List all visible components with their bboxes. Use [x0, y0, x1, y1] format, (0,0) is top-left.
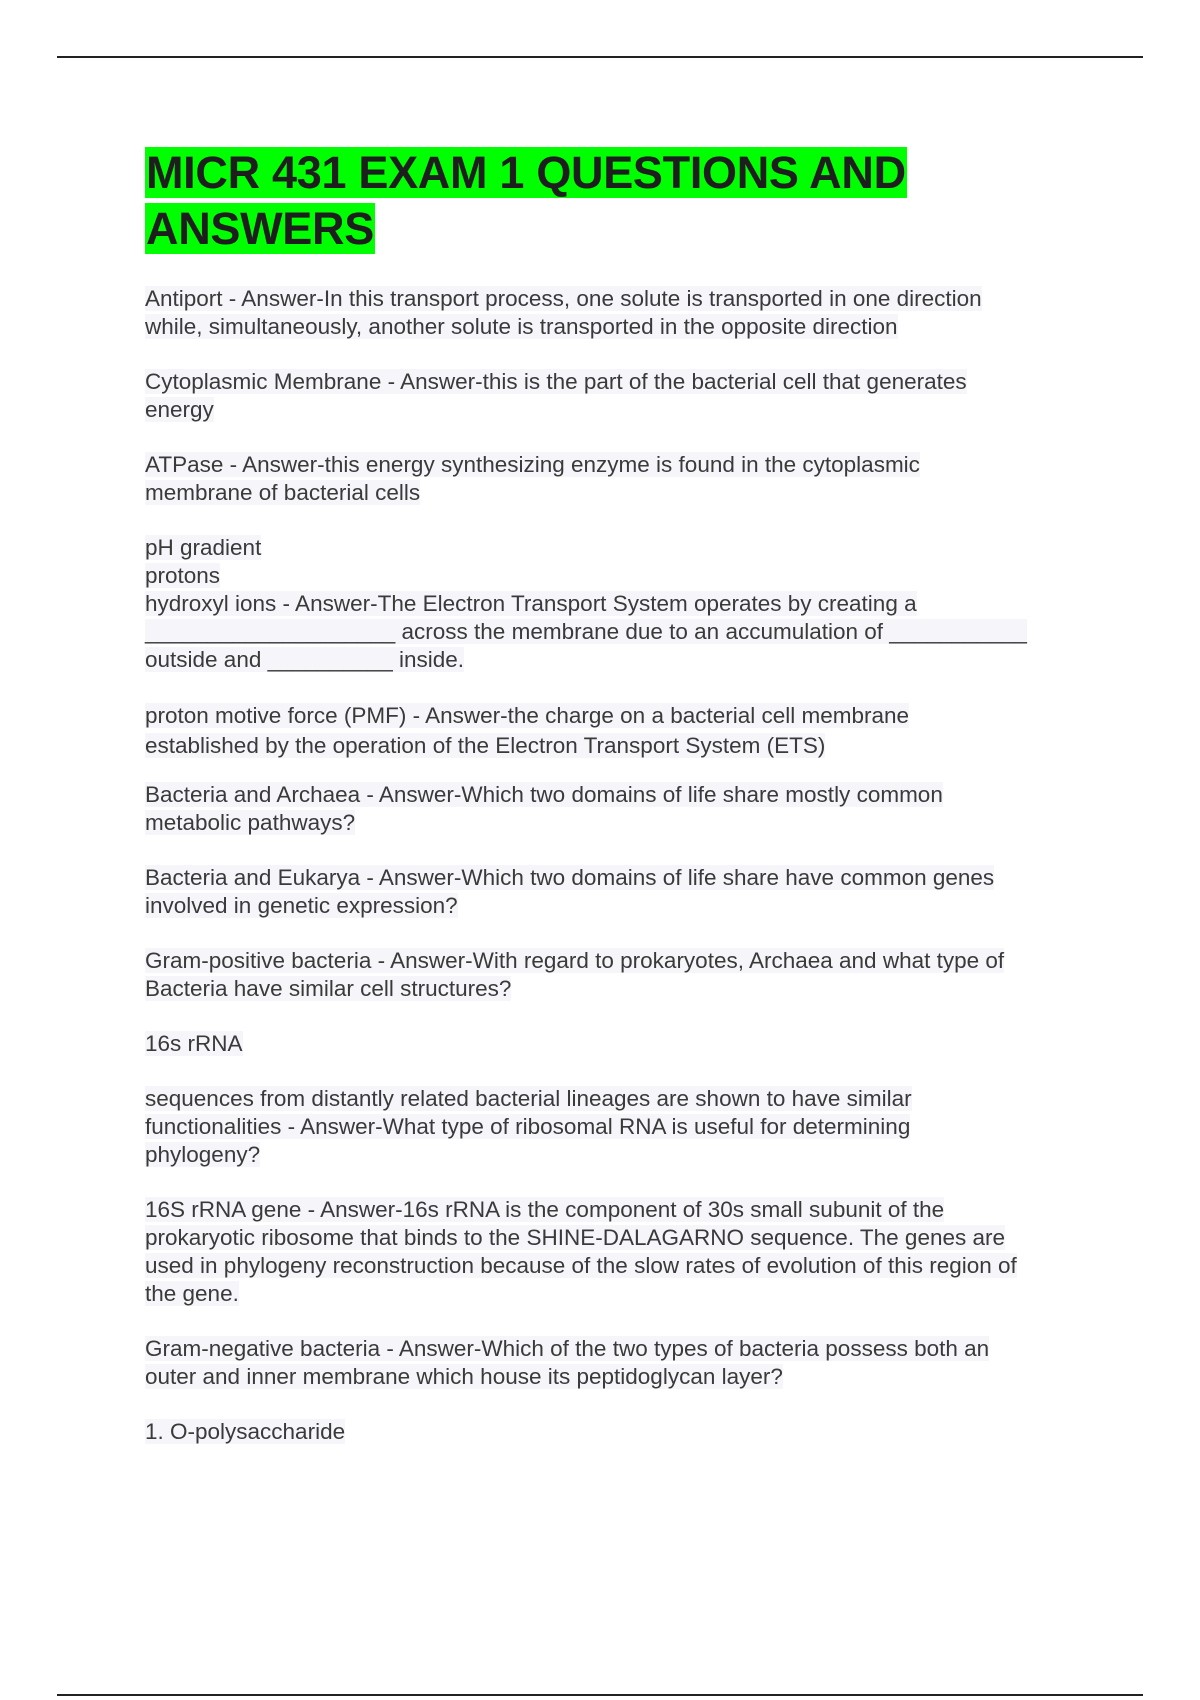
qa-entry-16s-rrna: 16s rRNA — [145, 1031, 243, 1056]
qa-entry-bacteria-archaea: Bacteria and Archaea - Answer-Which two domains of life share mostly common metabolic pathways? — [145, 782, 943, 835]
bottom-rule — [57, 1694, 1143, 1696]
qa-entry-antiport: Antiport - Answer-In this transport process, one solute is transported in one direction while, simultaneously, another solute is transported in the opposite direction — [145, 286, 982, 339]
qa-entry-atpase: ATPase - Answer-this energy synthesizing enzyme is found in the cytoplasmic membrane of bacterial cells — [145, 452, 920, 505]
qa-entry-gram-positive: Gram-positive bacteria - Answer-With regard to prokaryotes, Archaea and what type of Bacteria have similar cell structures? — [145, 948, 1005, 1001]
document-body — [145, 145, 1085, 1473]
qa-entry-ph-gradient: pH gradient protons hydroxyl ions - Answer-The Electron Transport System operates by creating a ____________________ across the membrane due to an accumulation of ___________ outside and __________ inside. — [145, 535, 1027, 672]
top-rule — [57, 56, 1143, 58]
qa-entry-pmf: proton motive force (PMF) - Answer-the charge on a bacterial cell membrane established by the operation of the Electron Transport System (ETS) — [145, 703, 910, 758]
qa-entry-16s-rrna-gene: 16S rRNA gene - Answer-16s rRNA is the component of 30s small subunit of the prokaryotic ribosome that binds to the SHINE-DALAGARNO sequence. The genes are used in phylogeny reconstruction because of the slow rates of evolution of this region of the gene. — [145, 1197, 1017, 1306]
title-highlight: MICR 431 EXAM 1 QUESTIONS AND ANSWERS — [146, 147, 906, 254]
qa-entry-bacteria-eukarya: Bacteria and Eukarya - Answer-Which two domains of life share have common genes involved in genetic expression? — [145, 865, 995, 918]
qa-entry-cytoplasmic-membrane: Cytoplasmic Membrane - Answer-this is the part of the bacterial cell that generates energy — [145, 369, 967, 422]
document-title — [145, 145, 1085, 257]
qa-entry-gram-negative: Gram-negative bacteria - Answer-Which of the two types of bacteria possess both an outer and inner membrane which house its peptidoglycan layer? — [145, 1336, 990, 1389]
qa-entry-o-polysaccharide: 1. O-polysaccharide — [145, 1419, 346, 1444]
qa-entry-sequences: sequences from distantly related bacterial lineages are shown to have similar functionalities - Answer-What type of ribosomal RNA is useful for determining phylogeny? — [145, 1086, 912, 1167]
